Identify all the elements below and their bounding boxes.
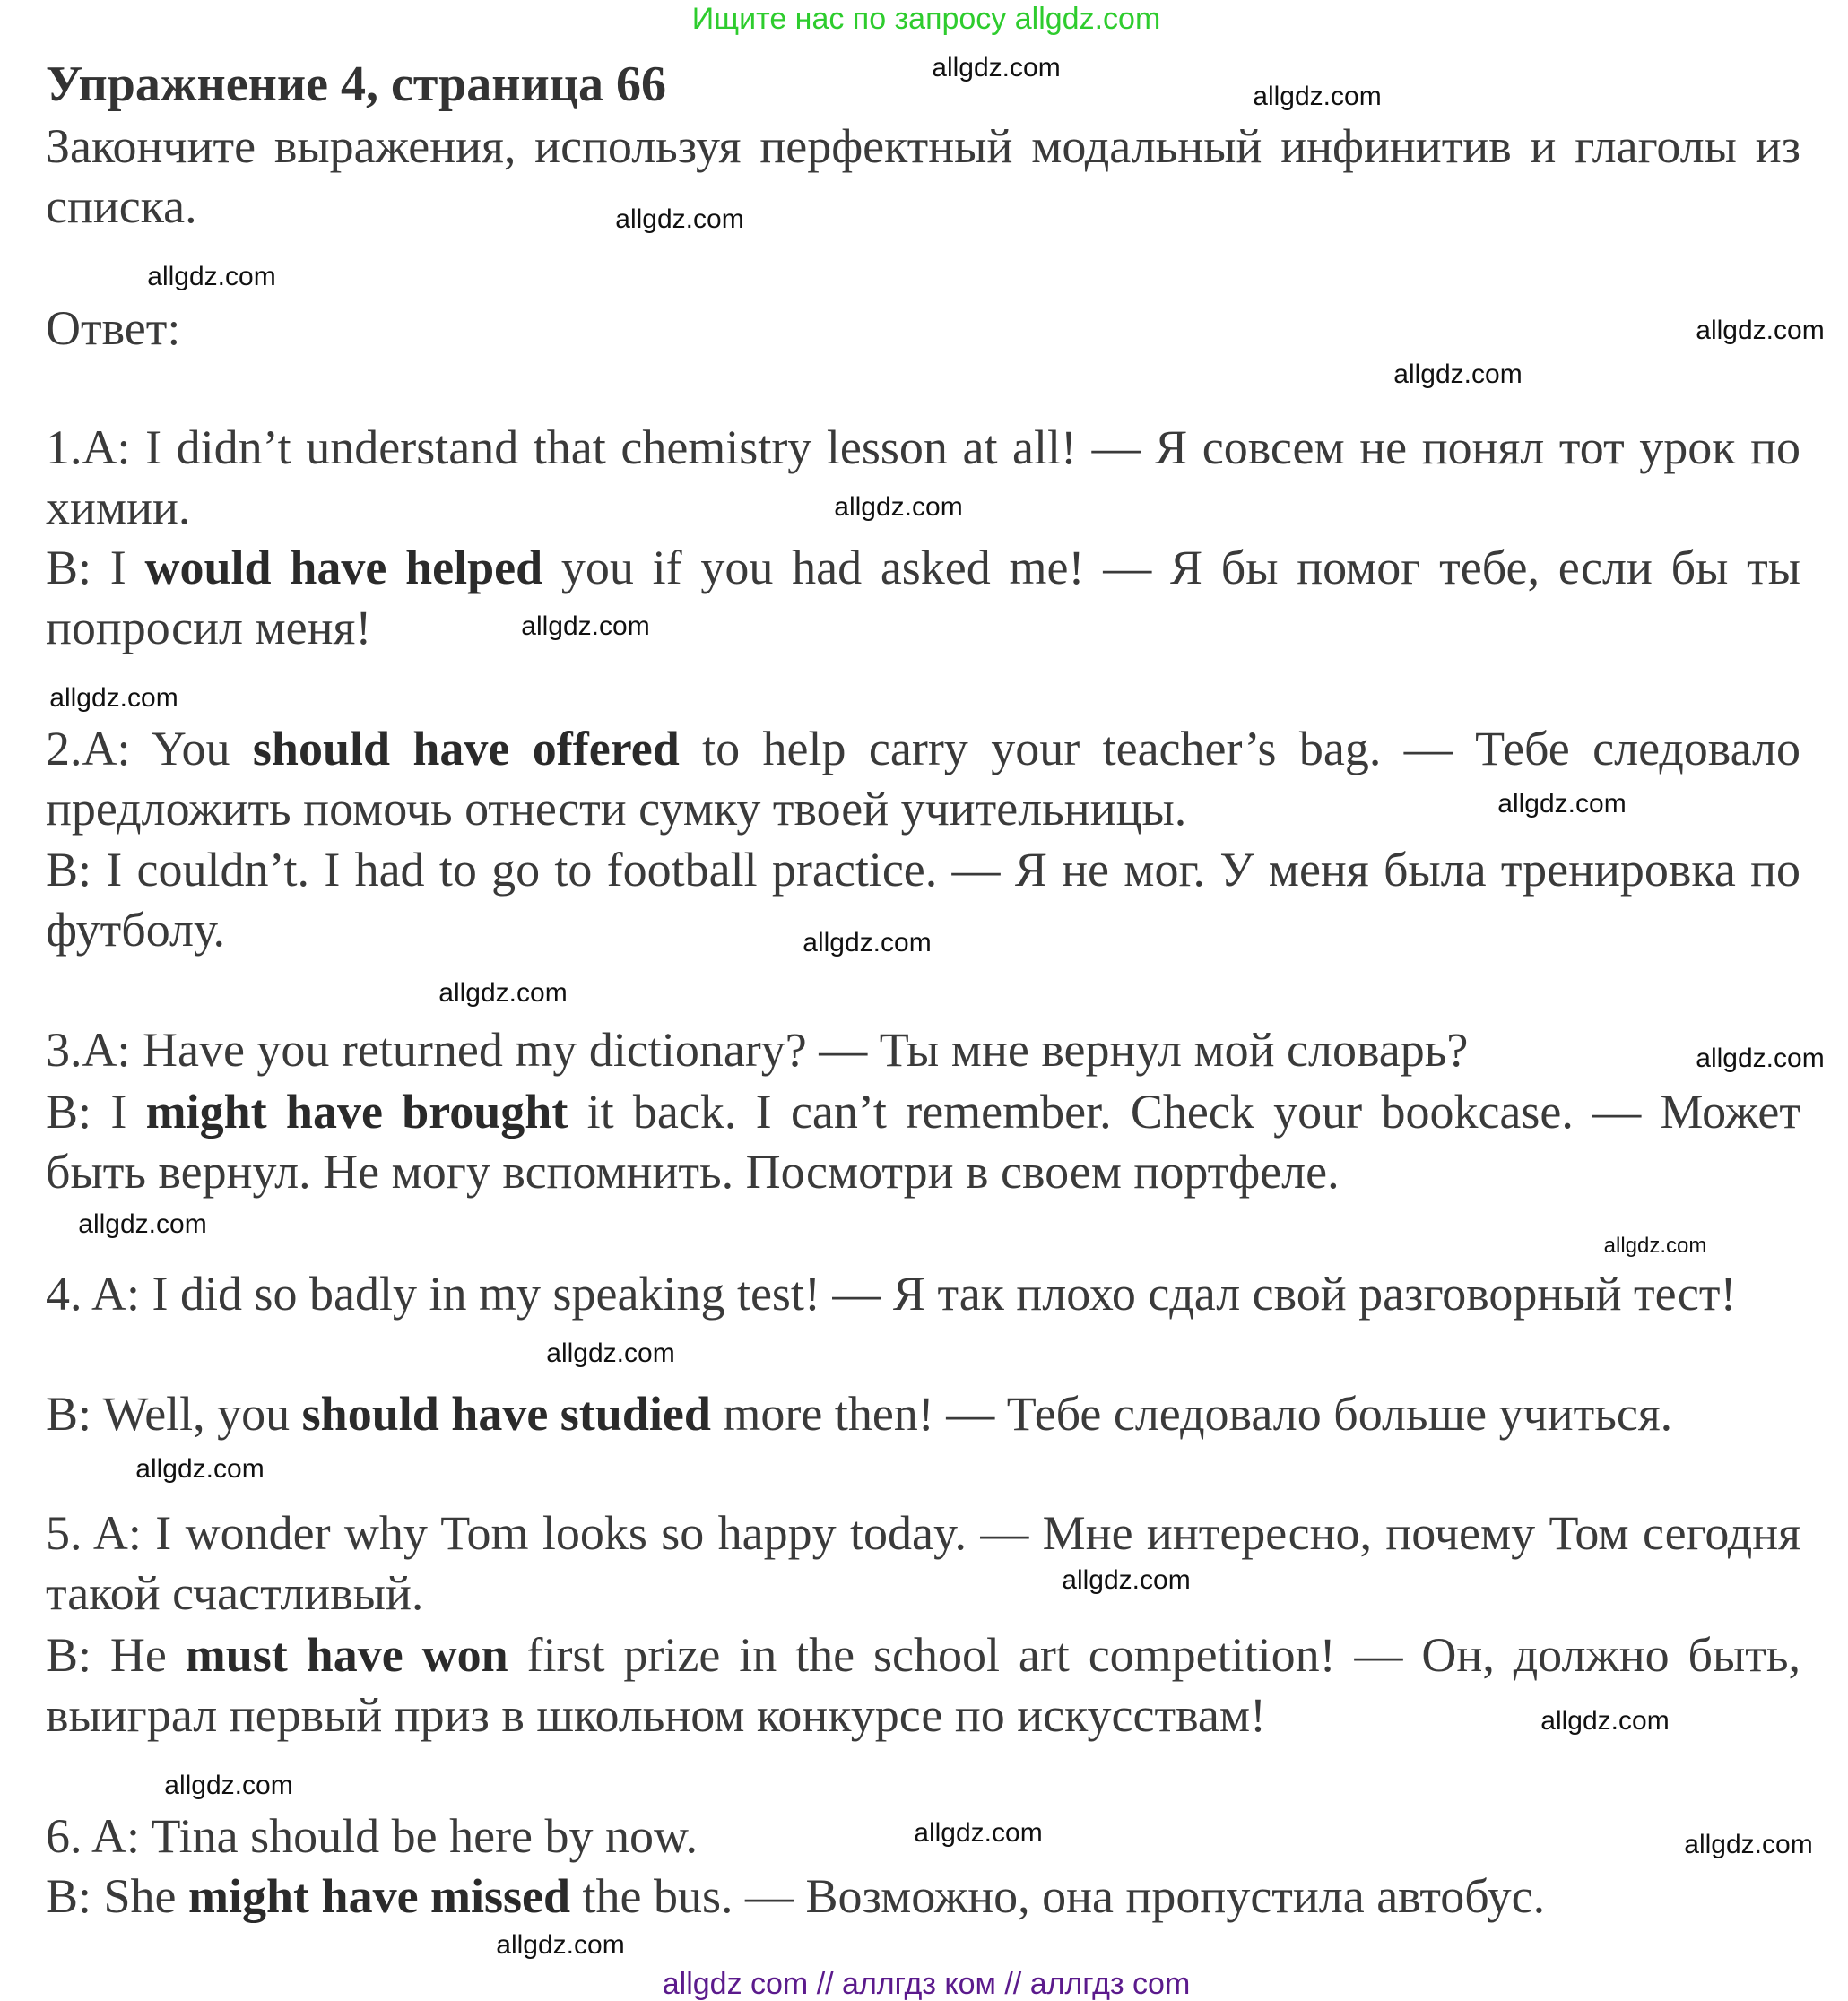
watermark: allgdz.com xyxy=(49,683,178,713)
text: B: Well, you xyxy=(46,1387,302,1441)
text: 2.A: You xyxy=(46,722,253,775)
watermark: allgdz.com xyxy=(615,204,744,234)
text: to help carry your teacher’s bag. — Тебе следовало предложить помочь отнести сумку твоей учительницы. xyxy=(46,722,1800,836)
item-4-a: 4. A: I did so badly in my speaking test! — Я так плохо сдал свой разговорный тест! xyxy=(46,1267,1737,1321)
watermark: allgdz.com xyxy=(135,1454,265,1484)
item-2-a xyxy=(46,719,1800,839)
answer-phrase: should have offered xyxy=(252,722,680,775)
answer-label: Ответ: xyxy=(46,301,181,355)
watermark: allgdz.com xyxy=(78,1209,207,1239)
text: B: She xyxy=(46,1869,189,1923)
watermark: allgdz.com xyxy=(914,1818,1043,1848)
item-4-b xyxy=(46,1384,1800,1444)
answer-phrase: might have missed xyxy=(188,1869,571,1923)
watermark: allgdz.com xyxy=(1696,1044,1825,1073)
watermark: allgdz.com xyxy=(496,1930,625,1960)
answer-phrase: must have won xyxy=(185,1628,508,1682)
item-3-a: 3.A: Have you returned my dictionary? — Ты мне вернул мой словарь? xyxy=(46,1023,1469,1077)
watermark: allgdz.com xyxy=(1062,1565,1191,1595)
answer-phrase: should have studied xyxy=(301,1387,711,1441)
watermark: allgdz.com xyxy=(932,53,1061,82)
text: B: I xyxy=(46,541,145,594)
item-5-b xyxy=(46,1625,1800,1745)
text: it back. I can’t remember. Check your bookcase. — Может быть вернул. Не могу вспомнить. Посмотри в своем портфеле. xyxy=(46,1085,1800,1199)
text: more then! — Тебе следовало больше учиться. xyxy=(710,1387,1673,1441)
text: B: He xyxy=(46,1628,186,1682)
watermark: allgdz.com xyxy=(546,1338,675,1368)
text: the bus. — Возможно, она пропустила автобус. xyxy=(570,1869,1546,1923)
answer-phrase: would have helped xyxy=(144,541,543,594)
item-1-b xyxy=(46,538,1800,658)
item-6-a: 6. A: Tina should be here by now. xyxy=(46,1809,698,1863)
watermark: allgdz.com xyxy=(803,928,932,957)
footer-link[interactable]: allgdz com // аллгдз ком // аллгдз com xyxy=(662,1967,1191,2001)
page-title: Упражнение 4, страница 66 xyxy=(46,56,667,112)
item-2-b: B: I couldn’t. I had to go to football practice. — Я не мог. У меня была тренировка по футболу. xyxy=(46,843,1800,957)
watermark: allgdz.com xyxy=(147,262,276,291)
watermark: allgdz.com xyxy=(834,492,963,522)
search-promo-link[interactable]: Ищите нас по запросу allgdz.com xyxy=(691,2,1161,36)
watermark: allgdz.com xyxy=(438,978,568,1008)
item-5-a: 5. A: I wonder why Tom looks so happy today. — Мне интересно, почему Том сегодня такой счастливый. xyxy=(46,1506,1800,1620)
text: first prize in the school art competition! — Он, должно быть, выиграл первый приз в школьном конкурсе по искусствам! xyxy=(46,1628,1801,1742)
instruction-text: Закончите выражения, используя перфектный модальный инфинитив и глаголы из списка. xyxy=(46,119,1800,233)
watermark: allgdz.com xyxy=(1540,1706,1670,1736)
watermark: allgdz.com xyxy=(1393,359,1523,389)
text: B: I xyxy=(46,1085,146,1139)
watermark: allgdz.com xyxy=(1497,789,1627,819)
item-3-b xyxy=(46,1082,1800,1202)
watermark: allgdz.com xyxy=(1253,82,1382,111)
watermark: allgdz.com xyxy=(164,1771,293,1800)
watermark: allgdz.com xyxy=(1684,1830,1813,1859)
text: you if you had asked me! — Я бы помог тебе, если бы ты попросил меня! xyxy=(46,541,1800,654)
watermark: allgdz.com xyxy=(1696,316,1825,345)
item-1-a: 1.A: I didn’t understand that chemistry lesson at all! — Я совсем не понял тот урок по химии. xyxy=(46,420,1800,534)
item-6-b xyxy=(46,1867,1800,1927)
watermark: allgdz.com xyxy=(521,611,650,641)
watermark: allgdz.com xyxy=(1603,1234,1707,1258)
answer-phrase: might have brought xyxy=(145,1085,568,1139)
